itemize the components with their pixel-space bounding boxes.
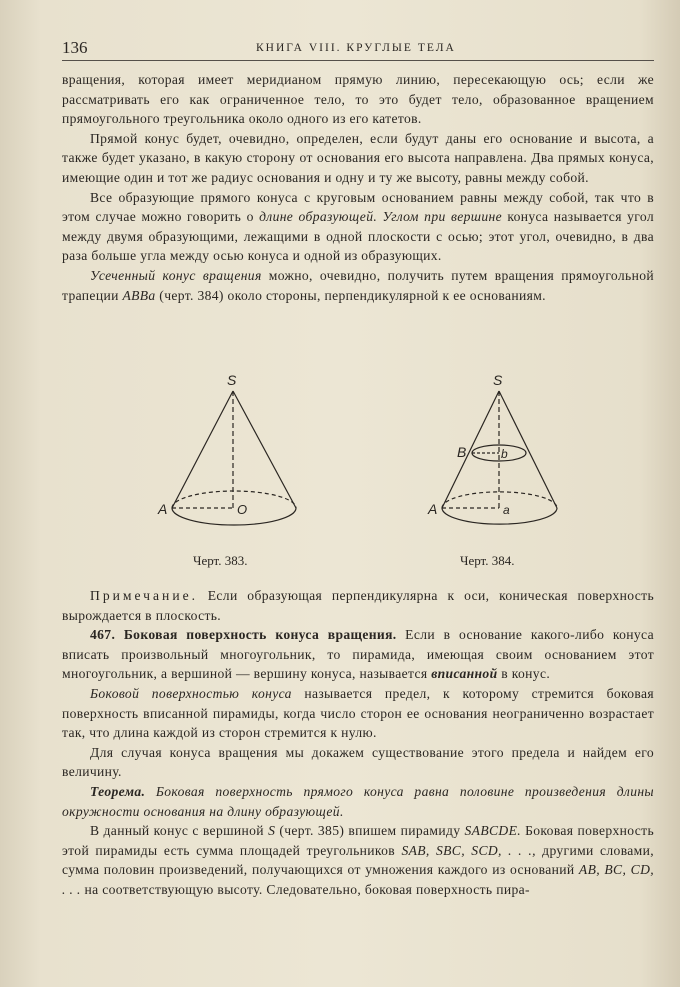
- fig383-right-generator: [233, 391, 296, 508]
- paragraph-note: Примечание. Если образующая перпендикулярна к оси, коническая поверхность вырождается в плоскость.: [62, 588, 654, 623]
- theorem-label: Теорема.: [90, 783, 146, 799]
- section-heading: 467. Боковая поверхность конуса вращения.: [90, 627, 397, 643]
- paragraph-proof-intro: Для случая конуса вращения мы докажем существование этого предела и найдем его величину.: [62, 744, 654, 780]
- fig384-right-generator: [499, 391, 557, 508]
- fig383-base-back: [172, 491, 296, 508]
- term-frustum: Усеченный конус вращения: [90, 267, 262, 283]
- figures-drawing: [62, 368, 654, 578]
- fig383-label-o: O: [237, 502, 248, 517]
- fig383-caption: Черт. 383.: [193, 553, 248, 568]
- theorem-statement: Боковая поверхность прямого конуса равна половине произведения длины окружности основания на длину образующей.: [62, 783, 654, 819]
- fig383-label-s: S: [227, 372, 237, 388]
- term-generator-length: длине образующей.: [259, 209, 378, 225]
- paragraph-pyramid: В данный конус с вершиной S (черт. 385) впишем пирамиду SABCDE. Боковая поверхность этой пирамиды есть сумма площадей треугольников SAB, SBC, SCD, . . ., другими словами, сумма половин произведений, получающихся от умножения каждого из оснований AB, BC, CD, . . . на соответствующую высоту. Следовательно, боковая поверхность пира-: [62, 823, 654, 897]
- paragraph-frustum: Усеченный конус вращения можно, очевидно, получить путем вращения прямоугольной трапеции ABBa (черт. 384) около стороны, перпендикулярной к ее основаниям.: [62, 267, 654, 303]
- term-inscribed: вписанной: [431, 666, 498, 682]
- page-header: [62, 38, 652, 60]
- fig384-label-s: S: [493, 372, 503, 388]
- term-lateral-surface: Боковой поверхностью конуса: [90, 685, 292, 701]
- figures-row: [62, 368, 654, 578]
- paragraph-generators: Все образующие прямого конуса с круговым основанием равны между собой, так что в этом случае можно говорить о длине образующей. Углом при вершине конуса называется угол между двумя образующими, лежащими в одной плоскости с осью; этот угол, очевидно, в два раза больше угла между осью конуса и одной из образующих.: [62, 189, 654, 264]
- text-block-bottom: [62, 586, 654, 900]
- fig383-label-a: A: [158, 501, 168, 517]
- fig383-base-front: [172, 508, 296, 525]
- fig384-left-generator: [442, 391, 499, 508]
- page-number: 136: [62, 38, 88, 57]
- running-head: КНИГА VIII. КРУГЛЫЕ ТЕЛА: [256, 42, 456, 54]
- term-apex-angle: Углом при вершине: [382, 209, 502, 225]
- text-block-top: [62, 70, 654, 305]
- trapezoid-label: ABBa: [122, 287, 156, 303]
- note-label: Примечание.: [90, 588, 199, 603]
- fig384-label-a: A: [428, 501, 438, 517]
- paragraph-section-467: 467. Боковая поверхность конуса вращения. Если в основание какого-либо конуса вписать произвольный многоугольник, то пирамида, имеющая своим основанием этот многоугольник, а вершиной — вершину конуса, называется вписанной в конус.: [62, 627, 654, 682]
- fig384-label-b: B: [457, 444, 467, 460]
- fig384-caption: Черт. 384.: [460, 553, 515, 568]
- paragraph-definition: Боковой поверхностью конуса называется предел, к которому стремится боковая поверхность вписанной пирамиды, когда число сторон ее основания неограниченно возрастает так, что длина каждой из сторон стремится к нулю.: [62, 685, 654, 741]
- header-rule: [62, 60, 654, 61]
- fig384-label-b-lower: b: [501, 447, 508, 461]
- paragraph-continuation: вращения, которая имеет меридианом прямую линию, пересекающую ось; если же рассматривать его как ограниченное тело, то это будет тело, образованное вращением прямоугольного треугольника около одного из его катетов.: [62, 72, 654, 127]
- paragraph-right-cone: Прямой конус будет, очевидно, определен, если будут даны его основание и высота, а также будет указано, в какую сторону от основания его высота направлена. Два прямых конуса, имеющие один и тот же радиус основания и одну и ту же высоту, равны между собой.: [62, 130, 654, 185]
- fig384-base-front: [442, 508, 557, 524]
- fig383-left-generator: [172, 391, 233, 508]
- fig384-label-a-lower: a: [503, 503, 510, 517]
- paragraph-theorem: [62, 782, 654, 821]
